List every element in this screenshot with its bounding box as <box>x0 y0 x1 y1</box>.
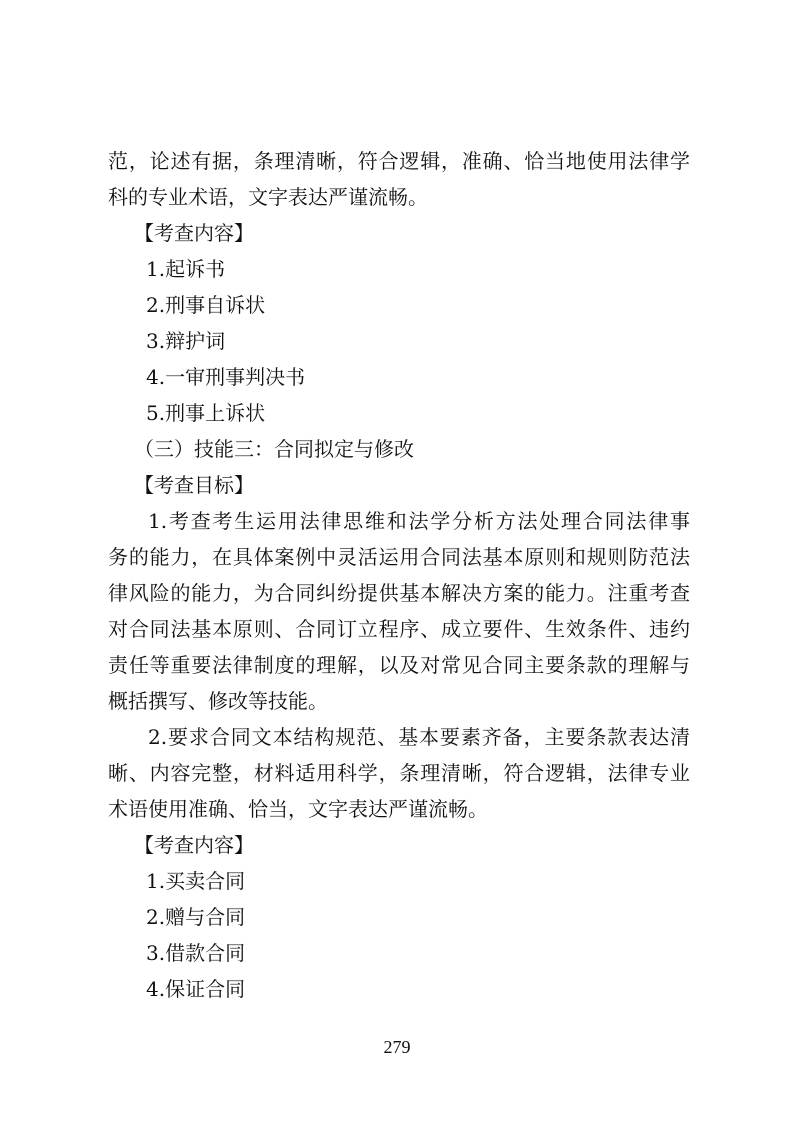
list-item: 4.一审刑事判决书 <box>146 365 306 389</box>
paragraph-line: 对合同法基本原则、合同订立程序、成立要件、生效条件、违约 <box>108 617 690 641</box>
list-item: 4.保证合同 <box>146 977 246 1001</box>
paragraph-line: 责任等重要法律制度的理解，以及对常见合同主要条款的理解与 <box>108 653 690 677</box>
document-body <box>108 143 690 1007</box>
list-item: 2.赠与合同 <box>146 905 246 929</box>
section-heading-skill-three: （三）技能三：合同拟定与修改 <box>134 437 414 461</box>
paragraph-line: 2.要求合同文本结构规范、基本要素齐备，主要条款表达清 <box>148 725 690 749</box>
paragraph-line: 范，论述有据，条理清晰，符合逻辑，准确、恰当地使用法律学 <box>108 149 690 173</box>
paragraph-line: 科的专业术语，文字表达严谨流畅。 <box>108 185 428 209</box>
list-item: 3.辩护词 <box>146 329 226 353</box>
paragraph-line: 务的能力，在具体案例中灵活运用合同法基本原则和规则防范法 <box>108 545 690 569</box>
list-item: 1.买卖合同 <box>146 869 246 893</box>
list-item: 1.起诉书 <box>146 257 226 281</box>
paragraph-line: 律风险的能力，为合同纠纷提供基本解决方案的能力。注重考查 <box>108 581 690 605</box>
page-number: 279 <box>383 1037 411 1057</box>
paragraph-line: 1.考查考生运用法律思维和法学分析方法处理合同法律事 <box>148 509 690 533</box>
paragraph-line: 概括撰写、修改等技能。 <box>108 689 328 713</box>
section-heading-content: 【考查内容】 <box>134 833 254 857</box>
list-item: 5.刑事上诉状 <box>146 401 266 425</box>
list-item: 2.刑事自诉状 <box>146 293 266 317</box>
section-heading-objective: 【考查目标】 <box>134 473 254 497</box>
paragraph-line: 晰、内容完整，材料适用科学，条理清晰，符合逻辑，法律专业 <box>108 761 690 785</box>
section-heading-content: 【考查内容】 <box>134 221 254 245</box>
list-item: 3.借款合同 <box>146 941 246 965</box>
paragraph-line: 术语使用准确、恰当，文字表达严谨流畅。 <box>108 797 488 821</box>
